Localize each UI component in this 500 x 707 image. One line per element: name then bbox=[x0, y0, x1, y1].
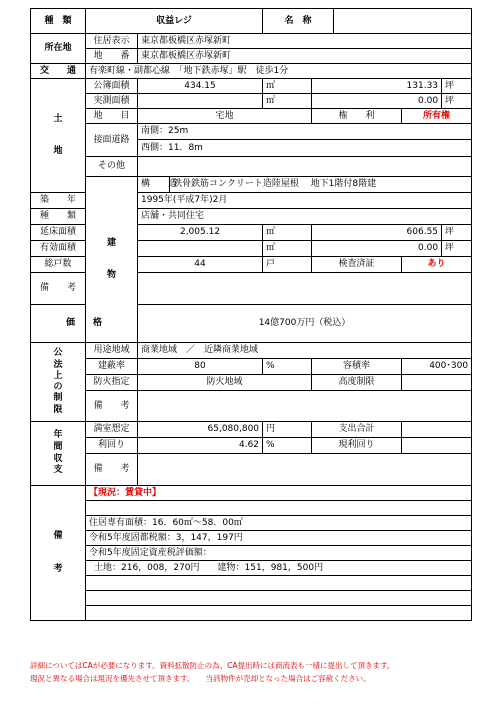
notes-blank bbox=[86, 501, 472, 516]
current-yield-value bbox=[402, 438, 472, 454]
height-value bbox=[402, 375, 472, 391]
road-label: 接面道路 bbox=[86, 124, 138, 157]
notes-tax: 令和5年度固都税額：3，147，197円 bbox=[86, 531, 472, 546]
name-label: 名 称 bbox=[263, 9, 334, 34]
price-label: 価 格 bbox=[31, 305, 138, 343]
bcr-value: 80 bbox=[138, 359, 263, 375]
inspection-value: あり bbox=[402, 257, 472, 273]
header-row bbox=[31, 9, 472, 34]
annual-label: 年 間 収 支 bbox=[31, 422, 86, 486]
jissoku-unit-m2: ㎡ bbox=[263, 94, 312, 109]
effective-tsubo: 0.00 bbox=[312, 241, 442, 257]
full-unit: 円 bbox=[263, 422, 312, 438]
other-label: その他 bbox=[86, 157, 138, 177]
reg-zoning-row bbox=[31, 343, 472, 359]
transport-row bbox=[31, 64, 472, 79]
notes-assess-row bbox=[31, 546, 472, 561]
notes-tax-row bbox=[31, 531, 472, 546]
yield-label: 利回り bbox=[86, 438, 138, 454]
built-label: 築 年 bbox=[31, 193, 86, 209]
chiban-value: 東京都板橋区赤塚新町 bbox=[138, 49, 472, 64]
land-label: 土 地 bbox=[31, 79, 86, 193]
jissoku-label: 実測面積 bbox=[86, 94, 138, 109]
full-label: 満室想定 bbox=[86, 422, 138, 438]
price-value: 14億700万円（税込） bbox=[138, 305, 472, 343]
reg-remarks-row bbox=[31, 391, 472, 422]
chimoku-value: 宅地 bbox=[138, 109, 312, 124]
far-value: 400･300 bbox=[402, 359, 472, 375]
reg-remarks-label: 備 考 bbox=[86, 391, 138, 422]
bldg-structure-row bbox=[31, 177, 472, 193]
kind-label: 種 類 bbox=[31, 209, 86, 225]
expense-label: 支出合計 bbox=[312, 422, 402, 438]
property-table bbox=[30, 8, 472, 621]
bldg-remarks-label: 備 考 bbox=[31, 273, 86, 305]
land-road-south-row bbox=[31, 124, 472, 140]
notes-label: 備 考 bbox=[31, 486, 86, 621]
annual-remarks-row bbox=[31, 454, 472, 486]
expense-value bbox=[402, 422, 472, 438]
location-label: 所在地 bbox=[31, 34, 86, 64]
road-south: 南側：25m bbox=[138, 124, 472, 140]
annual-full-row bbox=[31, 422, 472, 438]
building-label: 建 物 bbox=[86, 177, 138, 343]
koubo-tsubo: 131.33 bbox=[312, 79, 442, 94]
kenri-value: 所有権 bbox=[402, 109, 472, 124]
notes-blank bbox=[86, 606, 472, 621]
jissoku-m2 bbox=[138, 94, 263, 109]
fire-value: 防火地域 bbox=[138, 375, 312, 391]
fire-label: 防火指定 bbox=[86, 375, 138, 391]
notes-blank bbox=[86, 591, 472, 606]
notes-blank bbox=[86, 576, 472, 591]
notes-area: 住居専有面積：16．60㎡～58．00㎡ bbox=[86, 516, 472, 531]
other-value bbox=[138, 157, 472, 177]
zoning-value: 商業地域 ／ 近隣商業地域 bbox=[138, 343, 472, 359]
notes-blank-row-1 bbox=[31, 501, 472, 516]
yield-value: 4.62 bbox=[138, 438, 263, 454]
notes-blank-row-3 bbox=[31, 591, 472, 606]
floor-unit-tsubo: 坪 bbox=[442, 225, 472, 241]
name-value bbox=[334, 9, 472, 34]
floor-label: 延床面積 bbox=[31, 225, 86, 241]
notes-assess: 令和5年度固定資産税評価額： bbox=[86, 546, 472, 561]
jissoku-tsubo: 0.00 bbox=[312, 94, 442, 109]
jissoku-unit-tsubo: 坪 bbox=[442, 94, 472, 109]
floor-unit-m2: ㎡ bbox=[263, 225, 312, 241]
structure-label: 構 造 bbox=[138, 177, 170, 193]
annual-remarks-label: 備 考 bbox=[86, 454, 138, 486]
type-label: 種 類 bbox=[31, 9, 86, 34]
notes-area-row bbox=[31, 516, 472, 531]
effective-unit-m2: ㎡ bbox=[263, 241, 312, 257]
land-jissoku-row bbox=[31, 94, 472, 109]
reg-fire-row bbox=[31, 375, 472, 391]
land-other-row bbox=[31, 157, 472, 177]
yield-unit: % bbox=[263, 438, 312, 454]
transport-label: 交 通 bbox=[31, 64, 86, 79]
notes-status-row bbox=[31, 486, 472, 501]
footer-line-2: 現況と異なる場合は現況を優先させて頂きます。 当該物件が売却となった場合はご容赦ください。 bbox=[30, 674, 371, 683]
far-label: 容積率 bbox=[312, 359, 402, 375]
koubo-unit-m2: ㎡ bbox=[263, 79, 312, 94]
floor-tsubo: 606.55 bbox=[312, 225, 442, 241]
koubo-label: 公簿面積 bbox=[86, 79, 138, 94]
footer-notes bbox=[30, 659, 471, 685]
zoning-label: 用途地域 bbox=[86, 343, 138, 359]
chimoku-label: 地 目 bbox=[86, 109, 138, 124]
bldg-remarks-value bbox=[138, 273, 472, 305]
jukyo-value: 東京都板橋区赤塚新町 bbox=[138, 34, 472, 49]
reg-remarks-value bbox=[138, 391, 472, 422]
effective-unit-tsubo: 坪 bbox=[442, 241, 472, 257]
effective-label: 有効面積 bbox=[31, 241, 86, 257]
units-unit: 戸 bbox=[263, 257, 312, 273]
reg-ratio-row bbox=[31, 359, 472, 375]
built-value: 1995年(平成7年)2月 bbox=[138, 193, 472, 209]
bcr-unit: % bbox=[263, 359, 312, 375]
height-label: 高度制限 bbox=[312, 375, 402, 391]
units-label: 総戸数 bbox=[31, 257, 86, 273]
notes-blank-row-2 bbox=[31, 576, 472, 591]
footer-line-1: 詳細についてはCAが必要になります。資料拡散防止の為、CA提出時には商流表も一緒に提出して頂きます。 bbox=[30, 661, 395, 670]
effective-m2 bbox=[138, 241, 263, 257]
road-west: 西側：11．8m bbox=[138, 140, 472, 157]
kind-value: 店舗・共同住宅 bbox=[138, 209, 472, 225]
transport-value: 有楽町線・副都心線 「地下鉄赤塚」駅 徒歩1分 bbox=[86, 64, 472, 79]
land-chimoku-row bbox=[31, 109, 472, 124]
kenri-label: 権 利 bbox=[312, 109, 402, 124]
structure-value: 鉄骨鉄筋コンクリート造陸屋根 地下1階付8階建 bbox=[170, 177, 472, 193]
regulation-label: 公 法 上 の 制 限 bbox=[31, 343, 86, 422]
full-value: 65,080,800 bbox=[138, 422, 263, 438]
koubo-unit-tsubo: 坪 bbox=[442, 79, 472, 94]
units-value: 44 bbox=[138, 257, 263, 273]
jukyo-label: 住居表示 bbox=[86, 34, 138, 49]
inspection-label: 検査済証 bbox=[312, 257, 402, 273]
location-row-jukyo bbox=[31, 34, 472, 49]
land-koubo-row bbox=[31, 79, 472, 94]
current-yield-label: 現利回り bbox=[312, 438, 402, 454]
notes-status: 【現況：賃貸中】 bbox=[86, 486, 472, 501]
chiban-label: 地 番 bbox=[86, 49, 138, 64]
notes-assess-detail: 土地：216，008，270円 建物：151，981，500円 bbox=[86, 561, 472, 576]
type-value: 収益レジ bbox=[86, 9, 263, 34]
koubo-m2: 434.15 bbox=[138, 79, 263, 94]
notes-assess-detail-row bbox=[31, 561, 472, 576]
location-row-chiban bbox=[31, 49, 472, 64]
notes-blank-row-4 bbox=[31, 606, 472, 621]
bcr-label: 建蔽率 bbox=[86, 359, 138, 375]
annual-remarks-value bbox=[138, 454, 472, 486]
floor-m2: 2,005.12 bbox=[138, 225, 263, 241]
annual-yield-row bbox=[31, 438, 472, 454]
price-row bbox=[31, 305, 472, 343]
